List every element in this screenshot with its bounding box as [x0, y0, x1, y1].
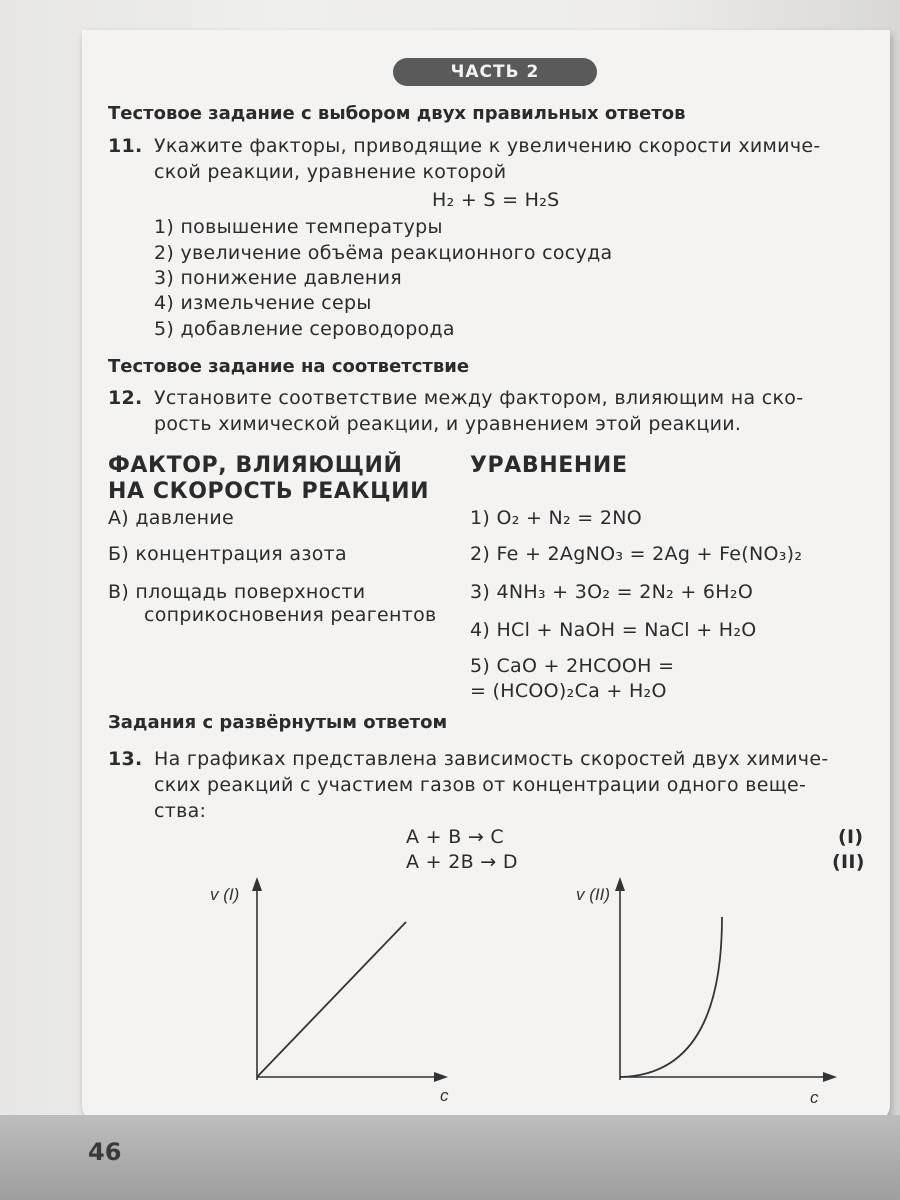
question-11-text-line2: ской реакции, уравнение которой: [154, 161, 507, 183]
page-number: 46: [88, 1138, 122, 1166]
question-11-text-line1: Укажите факторы, приводящие к увеличению скорости химиче-: [154, 135, 821, 157]
q11-option-5: 5) добавление сероводорода: [154, 318, 455, 340]
q11-option-2: 2) увеличение объёма реакционного сосуда: [154, 242, 613, 264]
q11-option-3: 3) понижение давления: [154, 267, 402, 289]
factor-c-line2: соприкосновения реагентов: [144, 604, 437, 626]
graph-1: [200, 875, 470, 1110]
graph-1-x-label: c: [440, 1086, 449, 1105]
equation-3: 3) 4NH₃ + 3O₂ = 2N₂ + 6H₂O: [470, 581, 754, 603]
q11-option-4: 4) измельчение серы: [154, 292, 372, 314]
graph-2-curve: [620, 917, 722, 1077]
section-title-matching: Тестовое задание на соответствие: [108, 356, 470, 377]
question-13-text-line3: ства:: [154, 800, 207, 822]
graph-2-x-arrow: [823, 1072, 837, 1082]
reaction-1-label: (I): [838, 826, 864, 848]
equation-5-line1: 5) CaO + 2HCOOH =: [470, 655, 675, 677]
equation-header: УРАВНЕНИЕ: [470, 453, 628, 478]
graph-2-x-label: c: [810, 1088, 819, 1107]
factor-a: А) давление: [108, 507, 235, 529]
factor-b: Б) концентрация азота: [108, 543, 347, 565]
reaction-2: A + 2B → D: [406, 851, 518, 873]
graph-2: [572, 875, 852, 1110]
section-title-choice: Тестовое задание с выбором двух правильных ответов: [108, 103, 686, 124]
question-11-equation: H₂ + S = H₂S: [432, 189, 560, 211]
page-bottom-shadow: [0, 1115, 900, 1200]
question-13-text-line1: На графиках представлена зависимость скоростей двух химиче-: [154, 748, 829, 770]
equation-1: 1) O₂ + N₂ = 2NO: [470, 507, 642, 529]
factor-c-line1: В) площадь поверхности: [108, 581, 366, 603]
graph-1-y-arrow: [252, 877, 262, 891]
question-13-text-line2: ских реакций с участием газов от концентрации одного веще-: [154, 774, 807, 796]
graph-2-y-label: v (II): [576, 885, 610, 904]
equation-4: 4) HCl + NaOH = NaCl + H₂O: [470, 619, 757, 641]
question-13-number: 13.: [108, 748, 143, 770]
graph-1-y-label: v (I): [210, 885, 240, 904]
question-12-number: 12.: [108, 387, 143, 409]
equation-2: 2) Fe + 2AgNO₃ = 2Ag + Fe(NO₃)₂: [470, 543, 803, 565]
q11-option-1: 1) повышение температуры: [154, 216, 443, 238]
graph-2-y-arrow: [615, 877, 625, 891]
graph-1-x-arrow: [434, 1072, 448, 1082]
question-12-text-line1: Установите соответствие между фактором, влияющим на ско-: [154, 387, 804, 409]
factor-header-line1: ФАКТОР, ВЛИЯЮЩИЙ: [108, 453, 403, 478]
equation-5-line2: = (HCOO)₂Ca + H₂O: [470, 680, 667, 702]
graph-1-line: [257, 922, 406, 1077]
reaction-1: A + B → C: [406, 826, 504, 848]
factor-header-line2: НА СКОРОСТЬ РЕАКЦИИ: [108, 479, 430, 504]
question-12-text-line2: рость химической реакции, и уравнением этой реакции.: [154, 413, 742, 435]
question-11-number: 11.: [108, 135, 143, 157]
section-title-extended: Задания с развёрнутым ответом: [108, 712, 448, 733]
part-badge: ЧАСТЬ 2: [393, 58, 597, 86]
reaction-2-label: (II): [832, 851, 865, 873]
